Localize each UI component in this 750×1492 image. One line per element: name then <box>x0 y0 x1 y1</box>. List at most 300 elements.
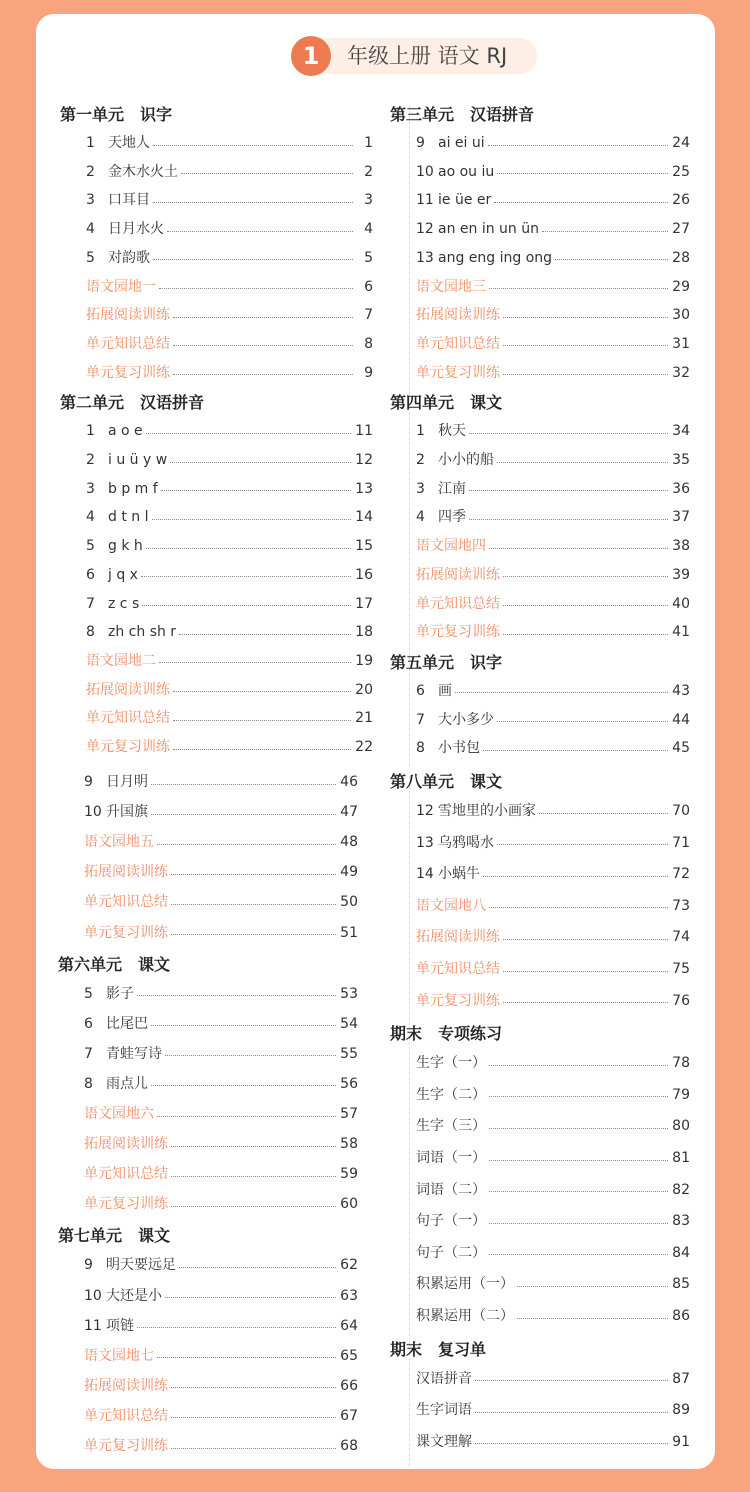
entry-title: 拓展阅读训练 <box>84 1136 168 1153</box>
dot-leader <box>179 1267 336 1268</box>
toc-entry[interactable] <box>84 1345 358 1367</box>
entry-title: 单元知识总结 <box>86 335 170 352</box>
page-number: 85 <box>672 1276 690 1293</box>
toc-entry[interactable] <box>84 1163 358 1185</box>
entry-title: 语文园地八 <box>416 897 486 914</box>
dot-leader <box>146 433 352 434</box>
toc-entry[interactable] <box>86 736 373 758</box>
toc-entry[interactable] <box>416 1052 690 1074</box>
toc-entry[interactable] <box>84 1435 358 1457</box>
page-number: 6 <box>364 278 373 295</box>
toc-entry[interactable] <box>84 1285 358 1307</box>
toc-entry[interactable] <box>416 737 690 759</box>
page-number: 35 <box>672 452 690 468</box>
entry-title: 单元知识总结 <box>416 961 500 977</box>
entry-title: 生字词语 <box>416 1402 472 1419</box>
section-heading: 第五单元 识字 <box>390 652 503 672</box>
dot-leader <box>171 1206 336 1207</box>
header-title: 年级上册 语文 RJ <box>347 44 508 68</box>
page-number: 51 <box>340 924 358 941</box>
dot-leader <box>489 1065 668 1066</box>
page-number: 9 <box>364 364 373 381</box>
dot-leader <box>171 1176 336 1177</box>
dot-leader <box>161 490 351 491</box>
section-heading: 第八单元 课文 <box>390 772 503 791</box>
toc-entry[interactable] <box>416 420 690 442</box>
toc-entry[interactable] <box>416 800 690 822</box>
toc-entry[interactable] <box>416 1179 690 1201</box>
toc-entry[interactable] <box>416 709 690 731</box>
page-number: 54 <box>340 1015 358 1032</box>
dot-leader <box>153 259 353 260</box>
page-number: 22 <box>355 739 373 755</box>
toc-card <box>36 14 715 1469</box>
lesson-number: 2 <box>416 452 425 468</box>
lesson-number: 14 <box>416 866 434 883</box>
page-number: 45 <box>672 740 690 757</box>
page-number: 82 <box>672 1181 690 1198</box>
page-number: 44 <box>672 711 690 728</box>
page-number: 18 <box>355 624 373 641</box>
toc-entry[interactable] <box>86 420 373 442</box>
lesson-number: 10 <box>416 163 434 180</box>
toc-entry[interactable] <box>416 1305 690 1327</box>
lesson-number: 9 <box>84 774 93 790</box>
page-number: 43 <box>672 682 690 699</box>
dot-leader <box>173 374 353 375</box>
toc-entry[interactable] <box>86 247 373 269</box>
page-number: 11 <box>355 423 373 440</box>
entry-title: 拓展阅读训练 <box>84 1377 168 1394</box>
entry-title: 小蜗牛 <box>438 866 480 883</box>
toc-entry[interactable] <box>416 333 690 355</box>
toc-entry[interactable] <box>86 132 373 154</box>
toc-entry[interactable] <box>416 958 690 980</box>
entry-title: 单元复习训练 <box>416 364 500 381</box>
toc-entry[interactable] <box>84 1073 358 1095</box>
dot-leader <box>151 814 336 815</box>
section-heading: 第六单元 课文 <box>58 954 171 974</box>
page-number: 48 <box>340 834 358 851</box>
page-number: 64 <box>340 1317 358 1334</box>
entry-title: 单元知识总结 <box>84 894 168 911</box>
lesson-number: 7 <box>86 595 95 612</box>
dot-leader <box>455 692 668 693</box>
dot-leader <box>489 1128 668 1129</box>
page-number: 58 <box>340 1136 358 1153</box>
entry-title: i u ü y w <box>108 452 168 468</box>
toc-entry[interactable] <box>84 861 358 883</box>
lesson-number: 3 <box>86 480 95 497</box>
toc-entry[interactable] <box>416 593 690 615</box>
dot-leader <box>137 995 336 996</box>
dot-leader <box>469 519 668 520</box>
entry-title: 单元复习训练 <box>84 924 168 941</box>
page-number: 91 <box>672 1433 690 1450</box>
toc-entry[interactable] <box>84 1193 358 1215</box>
dot-leader <box>159 288 353 289</box>
toc-entry[interactable] <box>86 276 373 298</box>
toc-entry[interactable] <box>86 189 373 211</box>
dot-leader <box>153 202 353 203</box>
toc-entry[interactable] <box>84 1013 358 1035</box>
dot-leader <box>489 1096 668 1097</box>
toc-entry[interactable] <box>86 506 373 528</box>
toc-entry[interactable] <box>84 801 358 823</box>
dot-leader <box>488 145 669 146</box>
page-number: 70 <box>672 803 690 819</box>
toc-entry[interactable] <box>84 1375 358 1397</box>
section-heading: 第二单元 汉语拼音 <box>60 393 205 413</box>
toc-entry[interactable] <box>86 564 373 586</box>
toc-entry[interactable] <box>416 1273 690 1295</box>
dot-leader <box>517 1286 668 1287</box>
lesson-number: 10 <box>84 1287 102 1304</box>
entry-title: 生字（三） <box>416 1118 486 1135</box>
page-number: 30 <box>672 307 690 324</box>
lesson-number: 1 <box>86 135 95 151</box>
entry-title: 金木水火土 <box>108 163 178 180</box>
toc-entry[interactable] <box>84 1405 358 1427</box>
dot-leader <box>151 1085 336 1086</box>
page-number: 28 <box>672 249 690 266</box>
entry-title: 单元知识总结 <box>416 335 500 352</box>
section-heading: 期末 专项练习 <box>390 1024 503 1044</box>
lesson-number: 12 <box>416 221 434 238</box>
page-number: 24 <box>672 135 690 151</box>
toc-entry[interactable] <box>416 990 690 1012</box>
toc-entry[interactable] <box>416 362 690 384</box>
toc-entry[interactable] <box>416 832 690 854</box>
lesson-number: 3 <box>416 480 425 497</box>
lesson-number: 9 <box>84 1257 93 1274</box>
page-number: 32 <box>672 364 690 381</box>
dot-leader <box>171 1146 336 1147</box>
toc-entry[interactable] <box>86 449 373 471</box>
dot-leader <box>503 1002 668 1003</box>
entry-title: 课文理解 <box>416 1433 472 1450</box>
page-number: 16 <box>355 566 373 583</box>
page-number: 36 <box>672 480 690 497</box>
dot-leader <box>555 259 668 260</box>
page-number: 27 <box>672 221 690 238</box>
toc-entry[interactable] <box>86 679 373 701</box>
entry-title: 语文园地五 <box>84 834 154 851</box>
lesson-number: 3 <box>86 192 95 209</box>
toc-entry[interactable] <box>84 831 358 853</box>
toc-entry[interactable] <box>84 1315 358 1337</box>
page-number: 53 <box>340 985 358 1002</box>
toc-entry[interactable] <box>416 1368 690 1390</box>
toc-entry[interactable] <box>86 333 373 355</box>
toc-entry[interactable] <box>86 218 373 240</box>
entry-title: 拓展阅读训练 <box>416 307 500 324</box>
dot-leader <box>157 1357 336 1358</box>
entry-title: d t n l <box>108 509 149 526</box>
entry-title: a o e <box>108 423 143 440</box>
page-number: 71 <box>672 834 690 851</box>
entry-title: 拓展阅读训练 <box>84 864 168 881</box>
entry-title: 汉语拼音 <box>416 1370 472 1387</box>
page-number: 15 <box>355 538 373 555</box>
page-number: 81 <box>672 1150 690 1166</box>
lesson-number: 11 <box>84 1317 102 1334</box>
toc-entry[interactable] <box>416 247 690 269</box>
dot-leader <box>159 662 351 663</box>
entry-title: 单元复习训练 <box>416 992 500 1009</box>
page-number: 79 <box>672 1086 690 1103</box>
lesson-number: 4 <box>86 221 95 238</box>
toc-entry[interactable] <box>416 161 690 183</box>
toc-entry[interactable] <box>416 189 690 211</box>
entry-title: 江南 <box>438 480 466 497</box>
toc-entry[interactable] <box>416 863 690 885</box>
grade-number-badge: 1 <box>291 36 331 76</box>
entry-title: 秋天 <box>438 423 466 440</box>
dot-leader <box>542 231 668 232</box>
toc-entry[interactable] <box>84 1043 358 1065</box>
toc-entry[interactable] <box>416 535 690 557</box>
page-number: 17 <box>355 595 373 612</box>
dot-leader <box>141 576 351 577</box>
toc-entry[interactable] <box>86 593 373 615</box>
entry-title: 积累运用（一） <box>416 1276 514 1293</box>
page-number: 59 <box>340 1166 358 1183</box>
entry-title: 单元知识总结 <box>84 1407 168 1424</box>
toc-entry[interactable] <box>416 1210 690 1232</box>
dot-leader <box>475 1380 668 1381</box>
entry-title: 雪地里的小画家 <box>438 803 536 819</box>
dot-leader <box>517 1318 668 1319</box>
toc-entry[interactable] <box>416 1147 690 1169</box>
toc-entry[interactable] <box>84 1133 358 1155</box>
toc-entry[interactable] <box>86 161 373 183</box>
toc-entry[interactable] <box>416 304 690 326</box>
entry-title: 词语（一） <box>416 1150 486 1166</box>
toc-entry[interactable] <box>86 707 373 729</box>
lesson-number: 11 <box>416 192 434 209</box>
dot-leader <box>497 462 668 463</box>
entry-title: 语文园地六 <box>84 1106 154 1122</box>
dot-leader <box>489 1160 668 1161</box>
dot-leader <box>157 844 336 845</box>
page-number: 3 <box>364 192 373 209</box>
entry-title: an en in un ün <box>438 221 539 238</box>
dot-leader <box>171 1417 336 1418</box>
dot-leader <box>503 345 668 346</box>
lesson-number: 6 <box>84 1015 93 1032</box>
page-number: 41 <box>672 624 690 641</box>
dot-leader <box>503 317 668 318</box>
entry-title: ai ei ui <box>438 135 485 151</box>
lesson-number: 8 <box>86 624 95 641</box>
entry-title: 单元复习训练 <box>86 739 170 755</box>
dot-leader <box>173 749 351 750</box>
toc-entry[interactable] <box>416 621 690 643</box>
page-number: 4 <box>364 221 373 238</box>
toc-entry[interactable] <box>84 891 358 913</box>
entry-title: 语文园地一 <box>86 278 156 295</box>
entry-title: 语文园地二 <box>86 652 156 669</box>
dot-leader <box>171 934 336 935</box>
entry-title: 单元知识总结 <box>84 1166 168 1183</box>
dot-leader <box>170 462 351 463</box>
dot-leader <box>489 1223 668 1224</box>
dot-leader <box>475 1443 668 1444</box>
dot-leader <box>142 605 351 606</box>
entry-title: z c s <box>108 595 140 612</box>
page-number: 73 <box>672 897 690 914</box>
dot-leader <box>489 288 668 289</box>
dot-leader <box>171 874 336 875</box>
dot-leader <box>173 345 353 346</box>
page-number: 1 <box>364 135 373 151</box>
dot-leader <box>165 1055 336 1056</box>
dot-leader <box>539 813 668 814</box>
page-number: 29 <box>672 278 690 295</box>
entry-title: 雨点儿 <box>106 1075 148 1092</box>
page-number: 26 <box>672 192 690 209</box>
toc-entry[interactable] <box>416 1084 690 1106</box>
entry-title: 单元复习训练 <box>84 1438 168 1454</box>
entry-title: 积累运用（二） <box>416 1308 514 1324</box>
lesson-number: 1 <box>416 423 425 440</box>
dot-leader <box>489 1191 668 1192</box>
entry-title: 口耳目 <box>108 192 150 209</box>
dot-leader <box>146 548 351 549</box>
dot-leader <box>503 576 668 577</box>
page-number: 57 <box>340 1106 358 1122</box>
page-number: 21 <box>355 710 373 727</box>
page-number: 87 <box>672 1370 690 1387</box>
entry-title: ao ou iu <box>438 163 495 180</box>
toc-entry[interactable] <box>86 650 373 672</box>
toc-entry[interactable] <box>416 506 690 528</box>
toc-entry[interactable] <box>84 983 358 1005</box>
toc-entry[interactable] <box>86 478 373 500</box>
dot-leader <box>489 907 668 908</box>
lesson-number: 2 <box>86 163 95 180</box>
dot-leader <box>137 1327 336 1328</box>
toc-entry[interactable] <box>416 1115 690 1137</box>
page-number: 55 <box>340 1045 358 1062</box>
page-number: 37 <box>672 509 690 526</box>
toc-entry[interactable] <box>416 1399 690 1421</box>
dot-leader <box>497 844 668 845</box>
lesson-number: 13 <box>416 834 434 851</box>
page-number: 63 <box>340 1287 358 1304</box>
toc-entry[interactable] <box>416 449 690 471</box>
lesson-number: 5 <box>86 249 95 266</box>
entry-title: 拓展阅读训练 <box>86 681 170 698</box>
dot-leader <box>173 720 351 721</box>
page-number: 12 <box>355 452 373 468</box>
lesson-number: 8 <box>416 740 425 757</box>
page-number: 7 <box>364 307 373 324</box>
dot-leader <box>171 1387 336 1388</box>
lesson-number: 2 <box>86 452 95 468</box>
entry-title: 升国旗 <box>106 804 148 821</box>
entry-title: 拓展阅读训练 <box>416 929 500 946</box>
entry-title: 大还是小 <box>106 1287 162 1304</box>
page-number: 84 <box>672 1244 690 1261</box>
page-number: 80 <box>672 1118 690 1135</box>
dot-leader <box>497 721 668 722</box>
toc-entry[interactable] <box>416 1431 690 1453</box>
entry-title: 天地人 <box>108 135 150 151</box>
page-number: 72 <box>672 866 690 883</box>
page-number: 56 <box>340 1075 358 1092</box>
toc-entry[interactable] <box>416 926 690 948</box>
toc-entry[interactable] <box>86 362 373 384</box>
entry-title: 词语（二） <box>416 1181 486 1198</box>
page-number: 65 <box>340 1347 358 1364</box>
section-heading: 第四单元 课文 <box>390 393 503 413</box>
dot-leader <box>494 202 668 203</box>
toc-entry[interactable] <box>86 304 373 326</box>
entry-title: ie üe er <box>438 192 492 209</box>
toc-entry[interactable] <box>416 276 690 298</box>
toc-entry[interactable] <box>86 621 373 643</box>
dot-leader <box>173 691 351 692</box>
dot-leader <box>503 634 668 635</box>
lesson-number: 12 <box>416 803 434 819</box>
entry-title: 单元复习训练 <box>84 1196 168 1213</box>
page-number: 78 <box>672 1055 690 1072</box>
toc-entry[interactable] <box>84 922 358 944</box>
toc-entry[interactable] <box>84 771 358 793</box>
page-number: 40 <box>672 595 690 612</box>
entry-title: 语文园地三 <box>416 278 486 295</box>
toc-entry[interactable] <box>86 535 373 557</box>
entry-title: 大小多少 <box>438 711 494 728</box>
dot-leader <box>151 784 336 785</box>
entry-title: 生字（二） <box>416 1086 486 1103</box>
dot-leader <box>489 1254 668 1255</box>
toc-entry[interactable] <box>416 218 690 240</box>
page-number: 89 <box>672 1402 690 1419</box>
page-number: 86 <box>672 1308 690 1324</box>
dot-leader <box>171 1448 336 1449</box>
entry-title: 项链 <box>106 1317 134 1334</box>
page-number: 25 <box>672 163 690 180</box>
page-number: 46 <box>340 774 358 790</box>
page-number: 74 <box>672 929 690 946</box>
page-number: 31 <box>672 335 690 352</box>
page-number: 49 <box>340 864 358 881</box>
page-number: 19 <box>355 652 373 669</box>
toc-entry[interactable] <box>416 895 690 917</box>
toc-entry[interactable] <box>416 680 690 702</box>
toc-entry[interactable] <box>416 478 690 500</box>
toc-entry[interactable] <box>416 564 690 586</box>
entry-title: g k h <box>108 538 143 555</box>
entry-title: 小小的船 <box>438 452 494 468</box>
entry-title: 画 <box>438 682 452 699</box>
dot-leader <box>173 317 353 318</box>
toc-entry[interactable] <box>416 1242 690 1264</box>
section-heading: 期末 复习单 <box>390 1339 487 1359</box>
dot-leader <box>151 1025 336 1026</box>
entry-title: 单元复习训练 <box>416 624 500 641</box>
entry-title: 句子（二） <box>416 1244 486 1261</box>
toc-entry[interactable] <box>416 132 690 154</box>
toc-entry[interactable] <box>84 1254 358 1276</box>
dot-leader <box>469 433 668 434</box>
lesson-number: 7 <box>416 711 425 728</box>
toc-entry[interactable] <box>84 1103 358 1125</box>
page-number: 20 <box>355 681 373 698</box>
